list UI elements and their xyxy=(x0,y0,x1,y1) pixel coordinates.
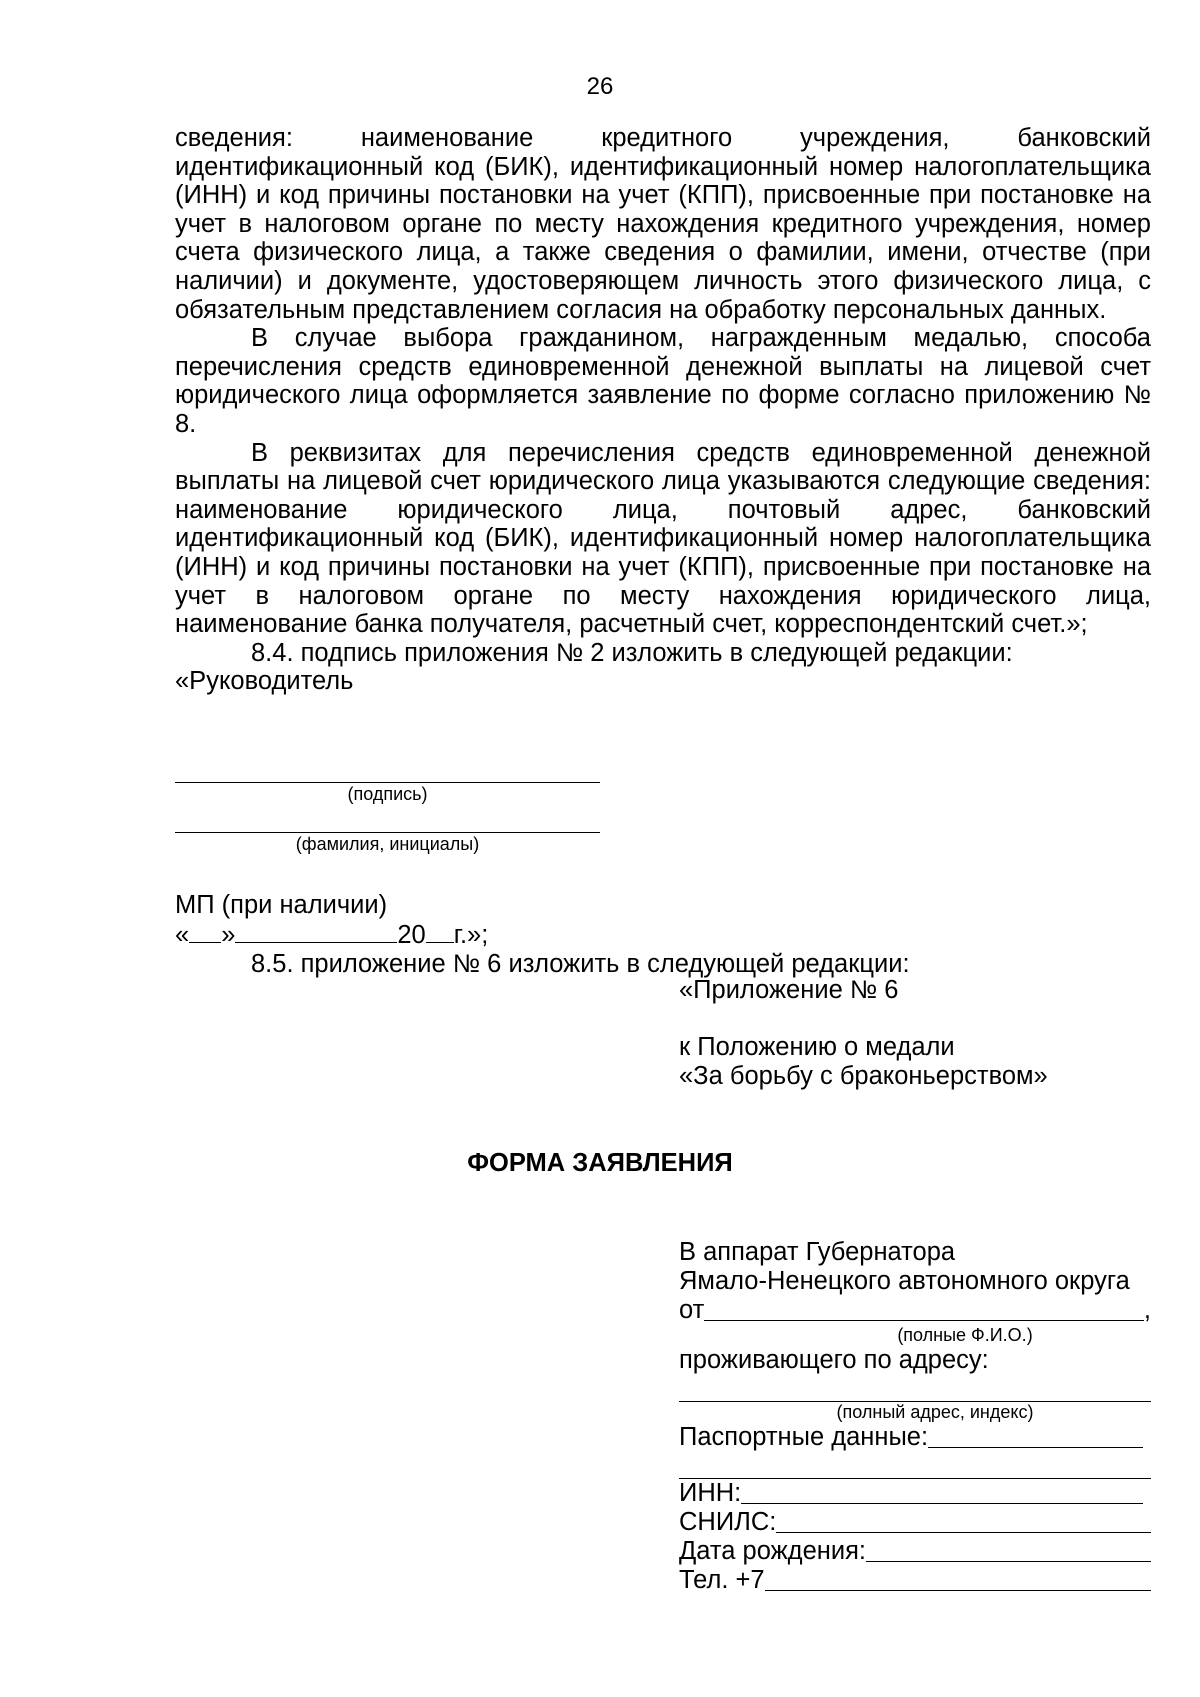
passport-blank-2 xyxy=(679,1456,1151,1479)
stamp-label: МП (при наличии) xyxy=(175,891,388,919)
from-blank xyxy=(704,1298,1144,1321)
phone-field xyxy=(679,1566,1151,1595)
address-blank xyxy=(679,1379,1151,1402)
addressee-line-1: В аппарат Губернатора xyxy=(679,1238,956,1266)
appendix-heading xyxy=(679,976,1151,1091)
from-field xyxy=(679,1296,1151,1325)
snils-label: СНИЛС: xyxy=(679,1508,777,1536)
form-title: ФОРМА ЗАЯВЛЕНИЯ xyxy=(467,1149,733,1177)
inn-label: ИНН: xyxy=(679,1479,742,1507)
body-text xyxy=(175,124,1151,696)
date-year: 20 xyxy=(397,921,426,949)
paragraph-legal-entity-choice: В случае выбора гражданином, награжденным медалью, способа перечисления средств единовременной денежной выплаты на лицевой счет юридического лица оформляется заявление по форме согласно приложению № 8. xyxy=(175,324,1151,438)
page-number: 26 xyxy=(586,73,614,100)
passport-blank xyxy=(928,1425,1143,1448)
passport-field xyxy=(679,1423,1151,1452)
date-quote-open: « xyxy=(175,921,190,949)
from-label: от xyxy=(679,1296,705,1324)
day-blank xyxy=(189,920,221,943)
paragraph-legal-entity-details: В реквизитах для перечисления средств единовременной денежной выплаты на лицевой счет юридического лица указываются следующие сведения: наименование юридического лица, почтовый адрес, банковский идентификационный код (БИК), идентификационный номер налогоплательщика (ИНН) и код причины постановки на учет (КПП), присвоенные при постановке на учет в налоговом органе по месту нахождения юридического лица, наименование банка получателя, расчетный счет, корреспондентский счет.»; xyxy=(175,438,1151,639)
paragraph-item-8-4: 8.4. подпись приложения № 2 изложить в следующей редакции: xyxy=(251,638,1013,667)
month-blank xyxy=(235,920,397,943)
dob-field xyxy=(679,1537,1151,1566)
inn-field xyxy=(679,1479,1151,1508)
date-quote-close: » xyxy=(221,921,236,949)
from-comma: , xyxy=(1143,1296,1151,1324)
year-blank xyxy=(426,920,454,943)
dob-blank xyxy=(866,1539,1151,1562)
item-8-5: 8.5. приложение № 6 изложить в следующей редакции: xyxy=(251,950,910,978)
passport-label: Паспортные данные: xyxy=(679,1423,929,1451)
date-line xyxy=(175,920,1151,950)
signature-caption: (подпись) xyxy=(347,784,428,804)
dob-label: Дата рождения: xyxy=(679,1537,866,1565)
paragraph-head-title: «Руководитель xyxy=(175,667,354,696)
signature-field xyxy=(175,782,600,805)
appendix-medal: «За борьбу с браконьерством» xyxy=(679,1062,1048,1090)
address-block xyxy=(679,1238,1151,1595)
snils-field xyxy=(679,1508,1151,1537)
name-field xyxy=(175,832,600,855)
stamp-block xyxy=(175,891,1151,979)
residing-label: проживающего по адресу: xyxy=(679,1346,989,1374)
address-caption: (полный адрес, индекс) xyxy=(836,1402,1034,1422)
inn-blank xyxy=(741,1481,1143,1504)
snils-blank xyxy=(776,1510,1151,1533)
fio-caption: (полные Ф.И.О.) xyxy=(897,1325,1033,1345)
phone-label: Тел. +7 xyxy=(679,1566,765,1594)
date-end: г.»; xyxy=(453,921,489,949)
phone-blank xyxy=(765,1568,1151,1591)
paragraph-bank-details: сведения: наименование кредитного учреждения, банковский идентификационный код (БИК), идентификационный номер налогоплательщика (ИНН) и код причины постановки на учет (КПП), присвоенные при постановке на учет в налоговом органе по месту нахождения кредитного учреждения, номер счета физического лица, а также сведения о фамилии, имени, отчестве (при наличии) и документе, удостоверяющем личность этого физического лица, с обязательным представлением согласия на обработку персональных данных. xyxy=(175,124,1151,324)
appendix-ref: к Положению о медали xyxy=(679,1033,955,1061)
name-caption: (фамилия, инициалы) xyxy=(295,834,480,854)
addressee-line-2: Ямало-Ненецкого автономного округа xyxy=(679,1267,1130,1295)
appendix-number: «Приложение № 6 xyxy=(679,976,899,1004)
